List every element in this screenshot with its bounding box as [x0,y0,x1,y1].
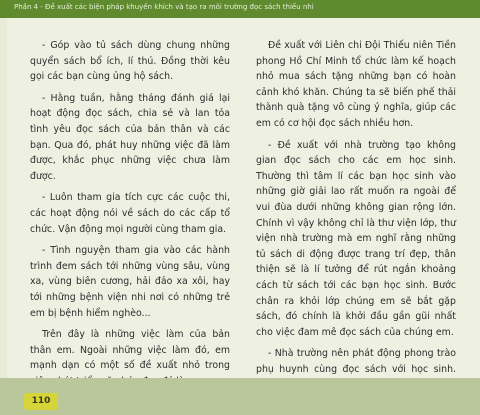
paragraph: Trên đây là những việc làm của bản thân em. Ngoài những việc làm đó, em mạnh dạn có một số đề xuất nhỏ trong [30,329,230,372]
paragraph: - Đề xuất với nhà trường tạo không gian đọc sách cho các em học sinh. Thường thì tâm lí các bạn học sinh vào những giờ giải lao rất muốn ra ngoài để vui đùa dưới những không gian rộng lớn. Chính vì vậy không chỉ là thư viện lớp, thư viện nhà trường mà em nghĩ rằng những tủ sách di động được trang trí đẹp, thân thiện sẽ là lí tưởng để rút ngắn khoảng cách từ sách tới các bạn học sinh. Bước chân ra khỏi lớp chúng em sẽ bắt gặp sách, đó chính là khởi đầu gần gũi nhất cho việc đam mê đọc sách của chúng em. [256,139,456,338]
paragraph: - Góp vào tủ sách dùng chung những quyển sách bổ ích, lí thú. Đồng thời kêu gọi các bạn cùng ủng hộ sách. [30,40,230,83]
page-number: 110 [24,393,58,410]
paragraph: - Luôn tham gia tích cực các cuộc thi, các hoạt động nói về sách do các cấp tổ chức. Vận động mọi người cùng tham gia. [30,192,230,235]
page-edge [0,18,7,415]
right-column [256,38,456,415]
footer-bar [0,378,480,415]
running-title: Phần 4 - Đề xuất các biện pháp khuyến khích và tạo ra môi trường đọc sách thiếu nhi [14,3,314,11]
paragraph: Đề xuất với Liên chi Đội Thiếu niên Tiền phong Hồ Chí Minh tổ chức làm kế hoạch nhỏ mua sách tặng những bạn có hoàn cảnh khó khăn. Chúng ta sẽ biến phế thải thành quà tặng vô cùng ý nghĩa, giúp các em có cơ hội đọc sách nhiều hơn. [256,40,456,129]
paragraph: - Hằng tuần, hằng tháng đánh giá lại hoạt động đọc sách, chia sẻ và lan tỏa tình yêu đọc sách của bản thân và các bạn. Qua đó, phát huy những việc đã làm được, khắc phục những việc chưa làm được. [30,92,230,182]
paragraph: - Nhà trường nên phát động phong trào phụ huynh cùng đọc sách với học sinh. [256,348,456,375]
paragraph: - Tình nguyện tham gia vào các hành trình đem sách tới những vùng sâu, vùng xa, vùng biên cương, hải đảo xa xôi, hay tới những bệnh viện nhi nơi có những trẻ em bị bệnh hiểm nghèo... [30,245,230,319]
left-column [30,38,230,395]
